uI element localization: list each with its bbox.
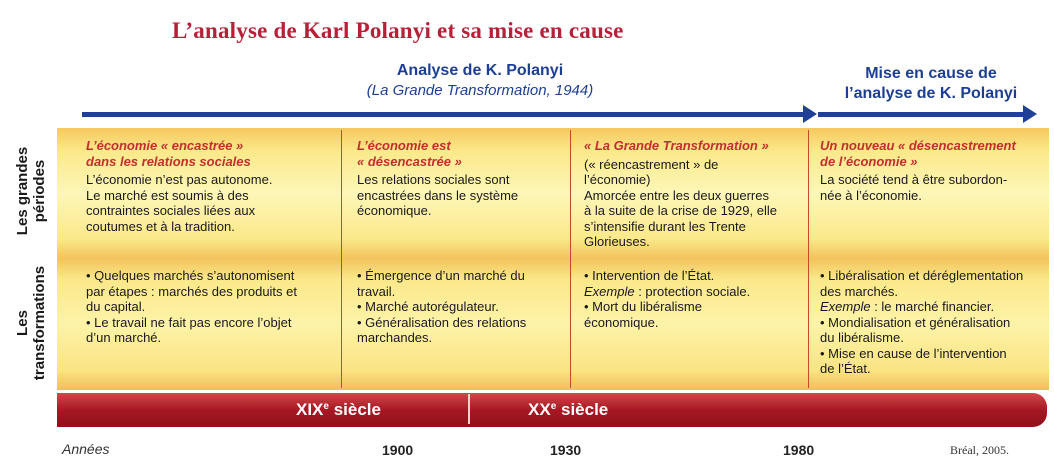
header-critique: [826, 64, 1036, 104]
transformation-cell-3: [584, 268, 804, 330]
row-label-periods: [14, 126, 48, 256]
period-cell-4: [820, 138, 1045, 203]
body-line: Le marché est soumis à des: [86, 187, 249, 203]
century-roman: XIX: [296, 400, 324, 419]
body-line: La société tend à être subordon-: [820, 172, 1008, 187]
transformation-line: Exemple : protection sociale.: [584, 283, 751, 299]
column-divider-1980: [808, 130, 809, 388]
row-label-periods-line1: Les grandes: [14, 146, 31, 236]
body-line: Les relations sociales sont: [357, 172, 510, 187]
heading-line: de l’économie »: [820, 153, 918, 169]
source-credit: Bréal, 2005.: [950, 443, 1009, 457]
body-line: (« réencastrement » de: [584, 156, 719, 172]
year-1900: 1900: [382, 442, 414, 458]
century-sup: e: [550, 401, 557, 412]
header-left-line1: Analyse de K. Polanyi: [396, 62, 564, 79]
header-polanyi-analysis: [300, 62, 660, 99]
century-divider: [468, 394, 470, 424]
transformation-line: du libéralisme.: [820, 330, 904, 345]
body-line: contraintes sociales liées aux: [86, 203, 256, 218]
period-heading: [820, 138, 1045, 169]
body-line: Amorcée entre les deux guerres: [584, 187, 769, 203]
period-cell-3: [584, 138, 804, 250]
body-line: s’intensifie durant les Trente: [584, 218, 746, 234]
transformation-line: économique.: [584, 314, 659, 330]
heading-line: L’économie est: [357, 138, 451, 153]
body-line: Glorieuses.: [584, 234, 650, 249]
heading-line: « désencastrée »: [357, 153, 462, 169]
transformation-line: • Émergence d’un marché du: [357, 268, 525, 283]
transformation-line: d’un marché.: [86, 330, 162, 345]
year-1930: 1930: [550, 442, 582, 458]
body-line: encastrées dans le système: [357, 187, 519, 203]
column-divider-1930: [570, 130, 571, 388]
transformation-cell-1: [86, 268, 338, 346]
heading-line: L’économie « encastrée »: [86, 138, 244, 153]
transformation-cell-2: [357, 268, 567, 346]
transformation-line: par étapes : marchés des produits et: [86, 283, 298, 299]
transformation-line: • Généralisation des relations: [357, 314, 527, 330]
column-divider-1900: [341, 130, 342, 388]
heading-line: Un nouveau « désencastrement: [820, 138, 1016, 153]
body-line: née à l’économie.: [820, 187, 922, 203]
transformation-line: des marchés.: [820, 283, 899, 299]
years-axis-label: Années: [62, 441, 110, 457]
transformation-line: • Le travail ne fait pas encore l’objet: [86, 314, 292, 330]
heading-line: dans les relations sociales: [86, 153, 251, 169]
row-label-transformations-line2: transformations: [31, 265, 48, 381]
example-prefix: Exemple: [820, 299, 871, 314]
century-word: siècle: [560, 400, 609, 419]
body-line: économique.: [357, 203, 432, 218]
period-body: [86, 172, 336, 234]
period-heading: [584, 138, 804, 154]
period-body: [820, 172, 1045, 203]
century-word: siècle: [333, 400, 381, 419]
header-left-line2: (La Grande Transformation, 1944): [366, 82, 594, 99]
year-1980: 1980: [783, 442, 815, 458]
transformation-line: marchandes.: [357, 330, 433, 345]
period-body: [584, 157, 804, 250]
period-cell-1: [86, 138, 336, 234]
transformation-line: Exemple : le marché financier.: [820, 299, 995, 314]
row-label-transformations: [14, 248, 48, 398]
transformation-line: • Quelques marchés s’autonomisent: [86, 268, 295, 283]
transformation-cell-4: [820, 268, 1050, 377]
heading-line: « La Grande Transformation »: [584, 138, 769, 153]
century-label-19: [296, 400, 381, 420]
arrow-polanyi-period: [82, 112, 804, 117]
transformation-line: • Marché autorégulateur.: [357, 299, 499, 314]
transformation-line: de l’État.: [820, 361, 871, 376]
transformation-line: • Mise en cause de l’intervention: [820, 345, 1007, 361]
transformation-line: • Mondialisation et généralisation: [820, 314, 1011, 330]
arrow-critique-period: [818, 112, 1024, 117]
period-cell-2: [357, 138, 562, 219]
period-heading: [357, 138, 562, 169]
century-label-20: [528, 400, 608, 420]
header-right-line1: Mise en cause de: [865, 65, 997, 82]
transformation-line: • Mort du libéralisme: [584, 299, 702, 314]
example-prefix: Exemple: [584, 283, 635, 299]
row-label-transformations-line1: Les: [14, 310, 31, 336]
transformation-line: • Libéralisation et déréglementation: [820, 268, 1024, 283]
period-body: [357, 172, 562, 219]
row-label-periods-line2: périodes: [31, 159, 48, 223]
transformation-line: du capital.: [86, 299, 146, 314]
body-line: L’économie n’est pas autonome.: [86, 172, 273, 187]
body-line: l’économie): [584, 172, 651, 187]
body-line: à la suite de la crise de 1929, elle: [584, 203, 777, 218]
page-title: L’analyse de Karl Polanyi et sa mise en cause: [172, 18, 624, 43]
header-right-line2: l’analyse de K. Polanyi: [844, 85, 1018, 102]
transformation-line: travail.: [357, 283, 396, 299]
century-roman: XX: [528, 400, 551, 419]
transformation-line: • Intervention de l’État.: [584, 268, 715, 283]
body-line: coutumes et à la tradition.: [86, 218, 235, 234]
period-heading: [86, 138, 336, 169]
century-sup: e: [323, 401, 329, 412]
